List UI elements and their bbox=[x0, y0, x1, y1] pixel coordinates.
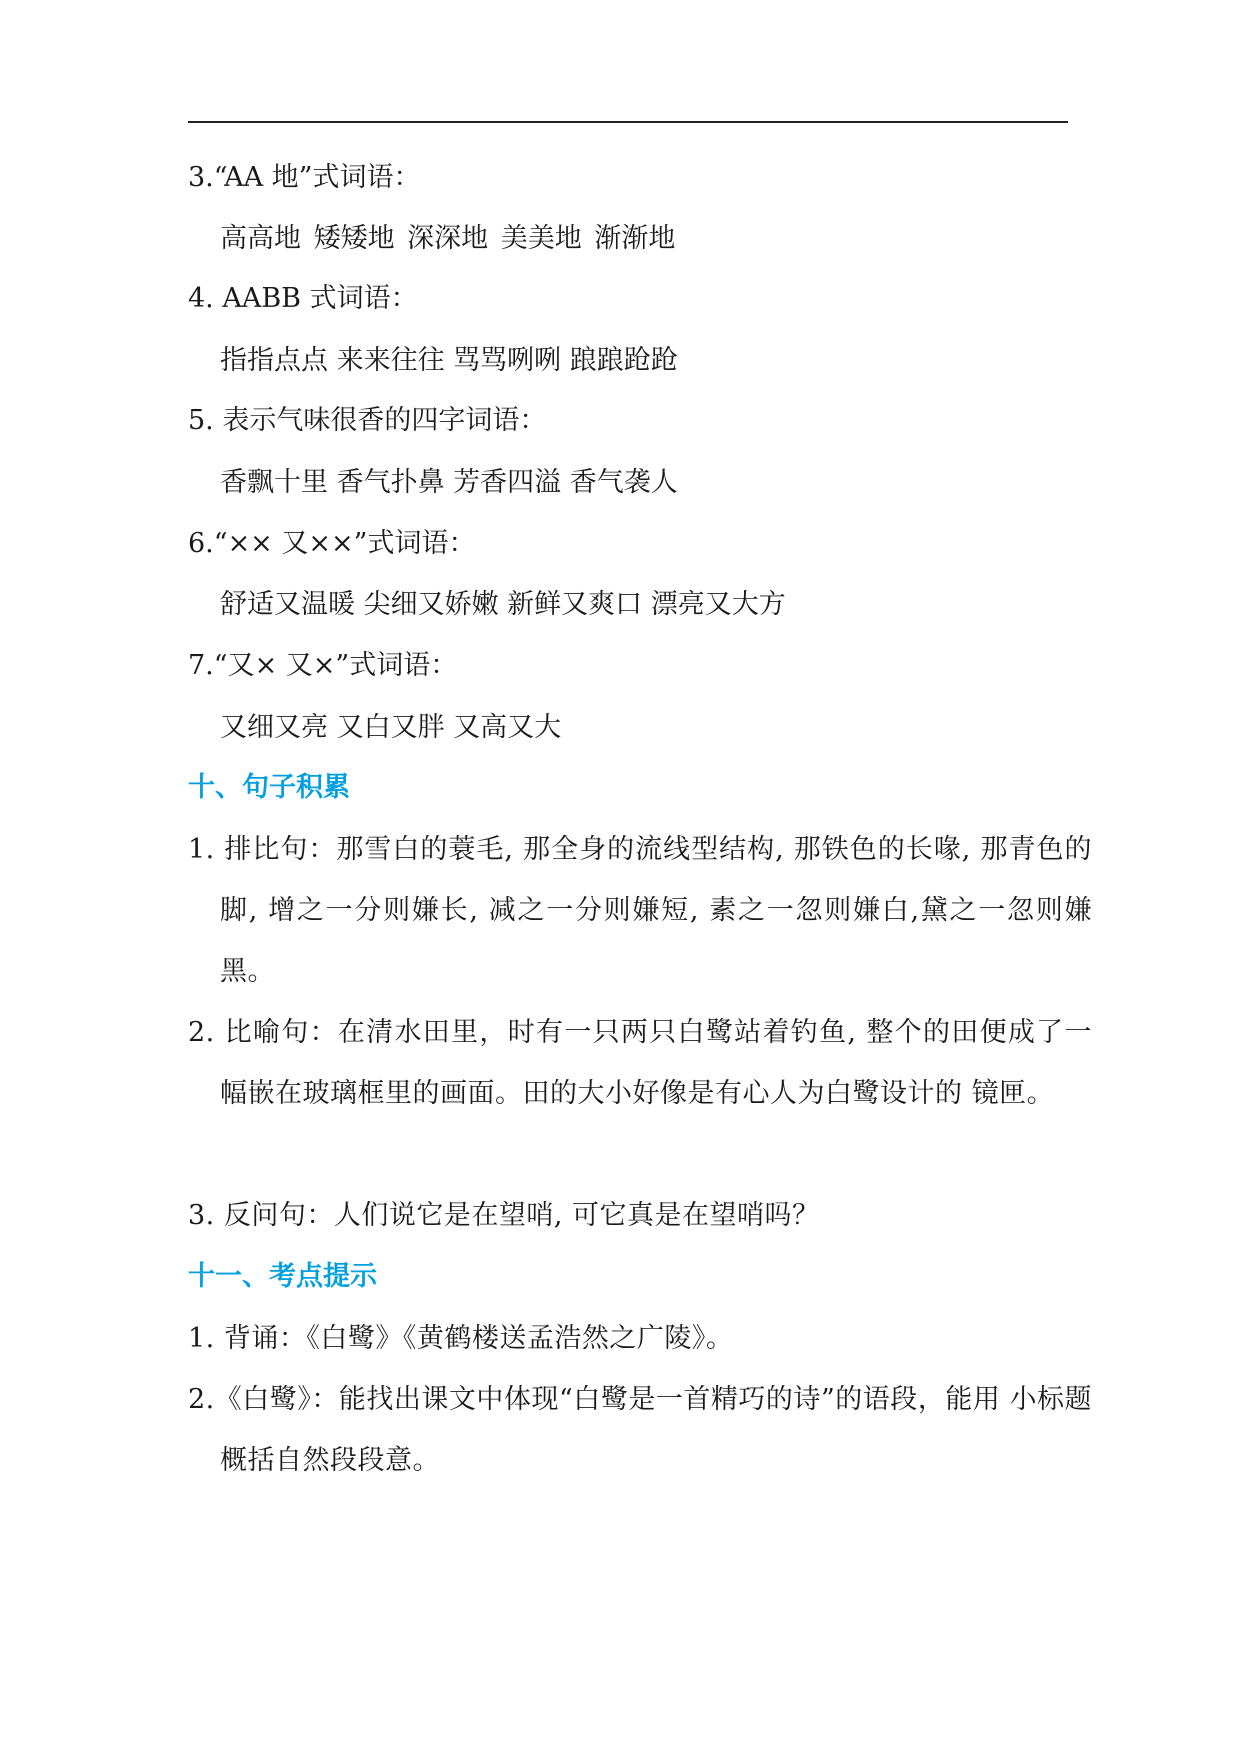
sentence-item-2: 2. 比喻句：在清水田里，时有一只两只白鹭站着钓鱼, 整个的田便成了一幅嵌在玻璃框里的画面。田的大小好像是有心人为白鹭设计的 镜匣。 bbox=[188, 1017, 1092, 1109]
group-3-words: 高高地 矮矮地 深深地 美美地 渐渐地 bbox=[220, 223, 676, 254]
group-4-title: 4. AABB 式词语： bbox=[188, 283, 418, 314]
group-6-title: 6.“×× 又××”式词语： bbox=[188, 528, 476, 559]
section-heading-sentences: 十、句子积累 bbox=[188, 772, 350, 803]
group-3-title: 3.“AA 地”式词语： bbox=[188, 162, 421, 193]
group-6-words: 舒适又温暖 尖细又娇嫩 新鲜又爽口 漂亮又大方 bbox=[220, 589, 786, 620]
tip-item-1: 1. 背诵：《白鹭》《黄鹤楼送孟浩然之广陵》。 bbox=[188, 1323, 734, 1354]
sentence-item-3: 3. 反问句：人们说它是在望哨, 可它真是在望哨吗？ bbox=[188, 1200, 820, 1231]
sentence-item-1: 1. 排比句：那雪白的蓑毛, 那全身的流线型结构, 那铁色的长喙, 那青色的脚, 增之一分则嫌长, 减之一分则嫌短, 素之一忽则嫌白,黛之一忽则嫌黑。 bbox=[188, 834, 1092, 987]
group-5-words: 香飘十里 香气扑鼻 芳香四溢 香气袭人 bbox=[220, 467, 678, 498]
group-7-title: 7.“又× 又×”式词语： bbox=[188, 650, 458, 681]
group-4-words: 指指点点 来来往往 骂骂咧咧 踉踉跄跄 bbox=[220, 345, 678, 376]
section-heading-tips: 十一、考点提示 bbox=[188, 1261, 377, 1292]
group-7-words: 又细又亮 又白又胖 又高又大 bbox=[220, 712, 562, 743]
group-5-title: 5. 表示气味很香的四字词语： bbox=[188, 405, 547, 436]
header-rule bbox=[188, 121, 1068, 123]
tip-item-2: 2.《白鹭》：能找出课文中体现“白鹭是一首精巧的诗”的语段，能用 小标题概括自然段段意。 bbox=[188, 1384, 1092, 1476]
